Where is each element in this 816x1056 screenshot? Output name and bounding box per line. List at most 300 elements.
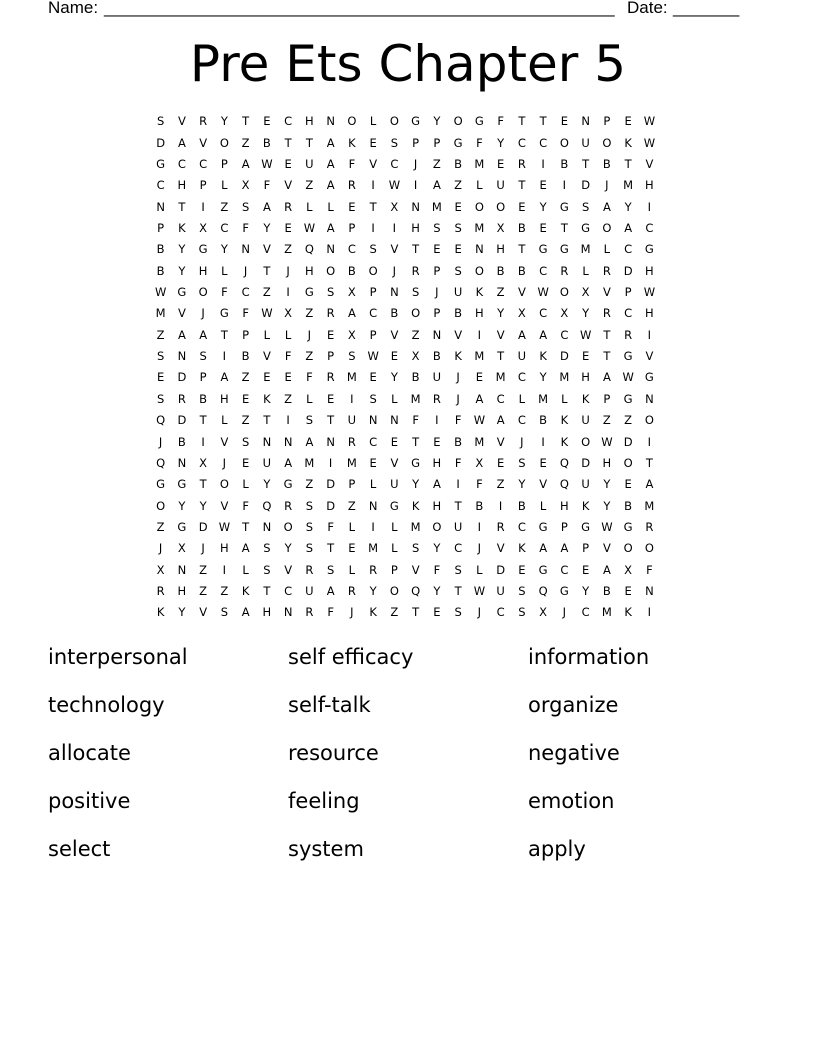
grid-letter[interactable]: U [305, 584, 314, 599]
grid-letter[interactable]: C [560, 327, 569, 342]
grid-letter[interactable]: K [369, 605, 377, 620]
grid-letter[interactable]: M [644, 498, 655, 513]
grid-letter[interactable]: K [518, 541, 526, 556]
grid-letter[interactable]: X [539, 605, 548, 620]
grid-letter[interactable]: C [496, 605, 505, 620]
grid-letter[interactable]: I [371, 520, 375, 534]
grid-letter[interactable]: P [327, 349, 335, 364]
grid-letter[interactable]: Y [433, 114, 441, 129]
grid-letter[interactable]: V [262, 349, 271, 364]
grid-letter[interactable]: K [241, 584, 250, 599]
grid-letter[interactable]: E [581, 349, 590, 364]
grid-letter[interactable]: W [218, 520, 231, 534]
grid-letter[interactable]: D [581, 455, 591, 470]
grid-letter[interactable]: Q [156, 413, 166, 428]
grid-letter[interactable]: C [560, 562, 569, 577]
grid-letter[interactable]: Y [178, 498, 186, 513]
grid-letter[interactable]: N [432, 327, 442, 342]
grid-letter[interactable]: K [411, 498, 420, 513]
grid-letter[interactable]: I [562, 178, 567, 193]
grid-letter[interactable]: N [390, 413, 399, 428]
grid-letter[interactable]: S [348, 349, 356, 364]
grid-letter[interactable]: A [199, 327, 208, 342]
grid-letter[interactable]: I [371, 178, 375, 193]
grid-letter[interactable]: H [602, 455, 612, 470]
grid-letter[interactable]: A [624, 220, 633, 235]
grid-letter[interactable]: S [411, 285, 420, 300]
grid-letter[interactable]: R [560, 263, 569, 278]
grid-letter[interactable]: F [412, 413, 419, 428]
grid-letter[interactable]: R [284, 199, 293, 214]
grid-letter[interactable]: C [347, 242, 356, 257]
grid-letter[interactable]: B [156, 263, 165, 278]
grid-letter[interactable]: H [645, 263, 654, 278]
grid-letter[interactable]: O [326, 263, 336, 278]
grid-letter[interactable]: E [390, 349, 399, 364]
grid-letter[interactable]: I [201, 199, 205, 214]
grid-letter[interactable]: O [283, 520, 293, 534]
grid-letter[interactable]: H [177, 584, 187, 599]
grid-letter[interactable]: C [241, 285, 250, 300]
grid-letter[interactable]: L [263, 327, 271, 342]
grid-letter[interactable]: O [644, 413, 654, 428]
grid-letter[interactable]: E [539, 178, 547, 193]
grid-letter[interactable]: U [496, 178, 505, 193]
grid-letter[interactable]: J [243, 263, 248, 278]
grid-letter[interactable]: E [284, 220, 292, 235]
grid-letter[interactable]: I [456, 477, 460, 492]
grid-letter[interactable]: F [646, 562, 653, 577]
grid-letter[interactable]: S [263, 541, 271, 556]
grid-letter[interactable]: F [348, 156, 356, 171]
grid-letter[interactable]: Z [241, 135, 250, 150]
grid-letter[interactable]: P [348, 220, 356, 235]
grid-letter[interactable]: T [263, 263, 271, 278]
grid-letter[interactable]: X [199, 455, 208, 470]
grid-letter[interactable]: U [581, 413, 590, 428]
grid-letter[interactable]: D [177, 370, 187, 385]
grid-letter[interactable]: Y [518, 477, 526, 492]
grid-letter[interactable]: N [283, 605, 293, 620]
grid-letter[interactable]: C [517, 135, 526, 150]
grid-letter[interactable]: V [220, 498, 229, 513]
grid-letter[interactable]: L [221, 413, 228, 428]
grid-letter[interactable]: P [433, 306, 441, 321]
grid-letter[interactable]: I [392, 220, 397, 235]
grid-letter[interactable]: C [517, 370, 526, 385]
grid-letter[interactable]: U [305, 156, 314, 171]
grid-letter[interactable]: P [433, 263, 441, 278]
grid-letter[interactable]: A [326, 156, 335, 171]
grid-letter[interactable]: I [541, 156, 545, 171]
grid-letter[interactable]: V [496, 541, 505, 556]
grid-letter[interactable]: Z [411, 327, 420, 342]
grid-letter[interactable]: B [496, 263, 505, 278]
grid-letter[interactable]: Q [559, 455, 569, 470]
grid-letter[interactable]: C [454, 541, 463, 556]
grid-letter[interactable]: C [156, 178, 165, 193]
grid-letter[interactable]: S [305, 541, 314, 556]
grid-letter[interactable]: M [346, 370, 357, 385]
grid-letter[interactable]: Q [538, 584, 548, 599]
grid-letter[interactable]: Z [347, 498, 356, 513]
grid-letter[interactable]: C [539, 263, 548, 278]
grid-letter[interactable]: O [198, 285, 208, 300]
grid-letter[interactable]: H [198, 263, 208, 278]
grid-letter[interactable]: V [199, 135, 208, 150]
grid-letter[interactable]: L [348, 562, 356, 577]
grid-letter[interactable]: M [580, 242, 591, 257]
grid-letter[interactable]: N [156, 199, 165, 214]
grid-letter[interactable]: E [454, 199, 462, 214]
grid-letter[interactable]: N [411, 199, 420, 214]
grid-letter[interactable]: A [177, 327, 186, 342]
grid-letter[interactable]: O [411, 306, 421, 321]
grid-letter[interactable]: H [645, 178, 654, 193]
grid-letter[interactable]: T [242, 520, 250, 534]
grid-letter[interactable]: S [454, 220, 462, 235]
grid-letter[interactable]: G [198, 242, 208, 257]
grid-letter[interactable]: V [369, 156, 378, 171]
grid-letter[interactable]: W [473, 584, 486, 599]
grid-letter[interactable]: S [305, 413, 314, 428]
grid-letter[interactable]: A [326, 584, 335, 599]
grid-letter[interactable]: X [284, 306, 293, 321]
grid-letter[interactable]: X [624, 562, 633, 577]
grid-letter[interactable]: C [517, 413, 526, 428]
grid-letter[interactable]: I [222, 349, 227, 364]
grid-letter[interactable]: G [538, 520, 548, 534]
grid-letter[interactable]: S [411, 541, 420, 556]
grid-letter[interactable]: P [199, 178, 207, 193]
grid-letter[interactable]: R [284, 498, 293, 513]
grid-letter[interactable]: T [327, 413, 335, 428]
grid-letter[interactable]: S [220, 605, 229, 620]
grid-letter[interactable]: Y [263, 220, 271, 235]
grid-letter[interactable]: A [432, 477, 441, 492]
grid-letter[interactable]: Y [199, 498, 207, 513]
grid-letter[interactable]: N [645, 584, 654, 599]
grid-letter[interactable]: H [220, 541, 229, 556]
grid-letter[interactable]: S [156, 349, 165, 364]
grid-letter[interactable]: J [307, 327, 312, 342]
grid-letter[interactable]: F [433, 562, 441, 577]
grid-letter[interactable]: J [520, 434, 524, 449]
grid-letter[interactable]: Q [411, 584, 421, 599]
grid-letter[interactable]: O [623, 541, 633, 556]
grid-letter[interactable]: X [517, 306, 526, 321]
grid-letter[interactable]: Y [582, 306, 590, 321]
grid-letter[interactable]: Y [263, 477, 271, 492]
grid-letter[interactable]: R [517, 156, 526, 171]
grid-letter[interactable]: L [476, 178, 483, 193]
grid-letter[interactable]: Z [220, 584, 229, 599]
grid-letter[interactable]: L [284, 327, 292, 342]
grid-letter[interactable]: B [432, 349, 441, 364]
grid-letter[interactable]: P [369, 285, 377, 300]
grid-letter[interactable]: P [242, 327, 250, 342]
grid-letter[interactable]: C [284, 584, 293, 599]
grid-letter[interactable]: U [581, 135, 590, 150]
grid-letter[interactable]: Y [433, 584, 441, 599]
grid-letter[interactable]: I [222, 562, 227, 577]
grid-letter[interactable]: D [496, 562, 506, 577]
grid-letter[interactable]: T [539, 114, 547, 129]
grid-letter[interactable]: W [622, 370, 634, 385]
grid-letter[interactable]: G [644, 370, 654, 385]
grid-letter[interactable]: H [305, 263, 314, 278]
grid-letter[interactable]: V [199, 605, 208, 620]
grid-letter[interactable]: G [559, 584, 569, 599]
grid-letter[interactable]: E [348, 199, 356, 214]
grid-letter[interactable]: O [347, 114, 357, 129]
grid-letter[interactable]: B [241, 349, 250, 364]
grid-letter[interactable]: K [178, 220, 186, 235]
grid-letter[interactable]: N [326, 114, 335, 129]
grid-letter[interactable]: F [221, 285, 228, 300]
grid-letter[interactable]: E [496, 455, 505, 470]
grid-letter[interactable]: O [602, 220, 612, 235]
grid-letter[interactable]: Z [241, 370, 250, 385]
grid-letter[interactable]: N [283, 434, 293, 449]
grid-letter[interactable]: B [539, 413, 548, 428]
grid-letter[interactable]: R [156, 584, 165, 599]
grid-letter[interactable]: R [326, 370, 335, 385]
grid-letter[interactable]: E [156, 370, 165, 385]
grid-letter[interactable]: B [517, 498, 526, 513]
grid-letter[interactable]: U [347, 413, 357, 428]
grid-letter[interactable]: V [517, 285, 526, 300]
grid-letter[interactable]: C [496, 391, 505, 406]
grid-letter[interactable]: P [560, 520, 568, 534]
grid-letter[interactable]: Y [603, 498, 611, 513]
grid-letter[interactable]: Z [156, 520, 165, 534]
grid-letter[interactable]: O [453, 114, 463, 129]
grid-letter[interactable]: T [305, 135, 313, 150]
grid-letter[interactable]: Y [390, 370, 398, 385]
grid-letter[interactable]: S [433, 220, 441, 235]
grid-letter[interactable]: O [644, 541, 654, 556]
grid-letter[interactable]: K [581, 391, 590, 406]
grid-letter[interactable]: Z [305, 178, 314, 193]
grid-letter[interactable]: Q [559, 477, 569, 492]
grid-letter[interactable]: K [560, 434, 569, 449]
grid-letter[interactable]: J [605, 178, 609, 193]
grid-letter[interactable]: T [454, 498, 462, 513]
grid-letter[interactable]: I [647, 434, 652, 449]
grid-letter[interactable]: F [306, 370, 313, 385]
grid-letter[interactable]: S [305, 520, 314, 534]
grid-letter[interactable]: D [156, 135, 166, 150]
grid-letter[interactable]: J [477, 541, 482, 556]
grid-letter[interactable]: L [391, 520, 398, 534]
grid-letter[interactable]: W [367, 349, 379, 364]
grid-letter[interactable]: U [432, 370, 442, 385]
grid-letter[interactable]: W [643, 114, 656, 129]
grid-letter[interactable]: B [517, 220, 526, 235]
grid-letter[interactable]: Z [305, 306, 314, 321]
grid-letter[interactable]: P [220, 156, 228, 171]
grid-letter[interactable]: U [453, 520, 463, 534]
grid-letter[interactable]: I [647, 605, 652, 620]
grid-letter[interactable]: Y [178, 242, 186, 257]
grid-letter[interactable]: Z [305, 349, 314, 364]
grid-letter[interactable]: Z [199, 584, 208, 599]
grid-letter[interactable]: T [412, 434, 420, 449]
grid-letter[interactable]: S [305, 498, 314, 513]
grid-letter[interactable]: T [412, 242, 420, 257]
grid-letter[interactable]: P [603, 114, 611, 129]
grid-letter[interactable]: K [156, 605, 165, 620]
grid-letter[interactable]: J [158, 541, 163, 556]
grid-letter[interactable]: C [624, 242, 633, 257]
grid-letter[interactable]: C [624, 306, 633, 321]
grid-letter[interactable]: E [369, 370, 377, 385]
grid-letter[interactable]: F [476, 477, 483, 492]
grid-letter[interactable]: A [475, 391, 484, 406]
grid-letter[interactable]: Z [241, 413, 250, 428]
grid-letter[interactable]: L [348, 520, 356, 534]
grid-letter[interactable]: W [261, 306, 273, 321]
grid-letter[interactable]: T [327, 541, 335, 556]
grid-letter[interactable]: E [348, 541, 356, 556]
grid-letter[interactable]: X [390, 199, 399, 214]
grid-letter[interactable]: S [518, 455, 526, 470]
grid-letter[interactable]: Y [412, 477, 420, 492]
grid-letter[interactable]: B [262, 135, 271, 150]
grid-letter[interactable]: A [347, 306, 356, 321]
grid-letter[interactable]: B [347, 263, 356, 278]
grid-letter[interactable]: B [156, 242, 165, 257]
grid-letter[interactable]: D [623, 263, 633, 278]
grid-letter[interactable]: J [222, 455, 227, 470]
grid-letter[interactable]: T [497, 349, 505, 364]
grid-letter[interactable]: H [432, 498, 442, 513]
grid-letter[interactable]: Y [433, 541, 441, 556]
grid-letter[interactable]: C [369, 306, 378, 321]
grid-letter[interactable]: P [199, 370, 207, 385]
grid-letter[interactable]: L [391, 391, 398, 406]
grid-letter[interactable]: W [154, 285, 167, 300]
grid-letter[interactable]: R [432, 391, 441, 406]
grid-letter[interactable]: W [473, 413, 486, 428]
grid-letter[interactable]: B [560, 156, 569, 171]
grid-letter[interactable]: S [263, 562, 271, 577]
grid-letter[interactable]: N [177, 349, 187, 364]
grid-letter[interactable]: B [517, 263, 526, 278]
grid-letter[interactable]: Y [178, 605, 186, 620]
grid-letter[interactable]: O [474, 199, 484, 214]
grid-letter[interactable]: N [368, 413, 378, 428]
grid-letter[interactable]: E [496, 156, 505, 171]
grid-letter[interactable]: F [454, 413, 462, 428]
grid-letter[interactable]: D [581, 178, 591, 193]
grid-letter[interactable]: X [177, 541, 186, 556]
grid-letter[interactable]: A [602, 562, 611, 577]
grid-letter[interactable]: R [347, 434, 356, 449]
grid-letter[interactable]: Y [369, 584, 377, 599]
grid-letter[interactable]: N [177, 562, 187, 577]
grid-letter[interactable]: M [474, 156, 485, 171]
grid-letter[interactable]: T [518, 178, 526, 193]
grid-letter[interactable]: V [284, 178, 293, 193]
grid-letter[interactable]: D [326, 477, 336, 492]
grid-letter[interactable]: C [581, 605, 590, 620]
grid-letter[interactable]: V [496, 327, 505, 342]
grid-letter[interactable]: G [177, 477, 187, 492]
grid-letter[interactable]: L [221, 178, 228, 193]
grid-letter[interactable]: F [497, 114, 504, 129]
grid-letter[interactable]: A [241, 605, 250, 620]
grid-letter[interactable]: U [517, 349, 527, 364]
grid-letter[interactable]: M [623, 178, 634, 193]
grid-letter[interactable]: W [261, 156, 273, 171]
grid-letter[interactable]: J [158, 434, 163, 449]
grid-letter[interactable]: O [389, 114, 399, 129]
grid-letter[interactable]: E [581, 562, 590, 577]
grid-letter[interactable]: V [284, 562, 293, 577]
grid-letter[interactable]: E [326, 327, 335, 342]
grid-letter[interactable]: F [242, 220, 249, 235]
grid-letter[interactable]: O [156, 498, 166, 513]
grid-letter[interactable]: B [390, 306, 399, 321]
grid-letter[interactable]: G [304, 285, 314, 300]
grid-letter[interactable]: M [346, 455, 357, 470]
grid-letter[interactable]: T [518, 242, 526, 257]
grid-letter[interactable]: E [475, 370, 484, 385]
grid-letter[interactable]: N [241, 242, 250, 257]
grid-letter[interactable]: M [155, 306, 166, 321]
grid-letter[interactable]: W [388, 178, 401, 193]
grid-letter[interactable]: S [369, 391, 377, 406]
grid-letter[interactable]: E [263, 370, 271, 385]
grid-letter[interactable]: I [286, 413, 290, 428]
grid-letter[interactable]: V [177, 114, 186, 129]
grid-letter[interactable]: I [541, 434, 545, 449]
grid-letter[interactable]: V [602, 541, 611, 556]
grid-letter[interactable]: L [391, 541, 398, 556]
grid-letter[interactable]: I [328, 455, 333, 470]
grid-letter[interactable]: B [454, 156, 463, 171]
grid-letter[interactable]: T [624, 156, 632, 171]
grid-letter[interactable]: K [539, 349, 547, 364]
grid-letter[interactable]: I [201, 434, 205, 449]
grid-letter[interactable]: M [304, 455, 315, 470]
grid-letter[interactable]: S [156, 391, 165, 406]
grid-letter[interactable]: M [410, 520, 421, 534]
grid-letter[interactable]: E [624, 114, 632, 129]
grid-letter[interactable]: J [456, 391, 460, 406]
grid-letter[interactable]: E [284, 370, 292, 385]
grid-letter[interactable]: S [581, 199, 590, 214]
grid-letter[interactable]: I [371, 220, 375, 235]
grid-letter[interactable]: K [454, 349, 462, 364]
grid-letter[interactable]: F [242, 306, 249, 321]
grid-letter[interactable]: P [348, 477, 356, 492]
grid-letter[interactable]: Q [156, 455, 166, 470]
grid-letter[interactable]: K [624, 135, 632, 150]
grid-letter[interactable]: J [286, 263, 290, 278]
grid-letter[interactable]: Z [305, 477, 314, 492]
grid-letter[interactable]: A [432, 178, 441, 193]
grid-letter[interactable]: H [220, 391, 229, 406]
grid-letter[interactable]: X [156, 562, 165, 577]
grid-letter[interactable]: J [413, 156, 418, 171]
grid-letter[interactable]: V [454, 327, 463, 342]
grid-letter[interactable]: B [199, 391, 208, 406]
grid-letter[interactable]: R [369, 562, 378, 577]
grid-letter[interactable]: I [647, 327, 652, 342]
